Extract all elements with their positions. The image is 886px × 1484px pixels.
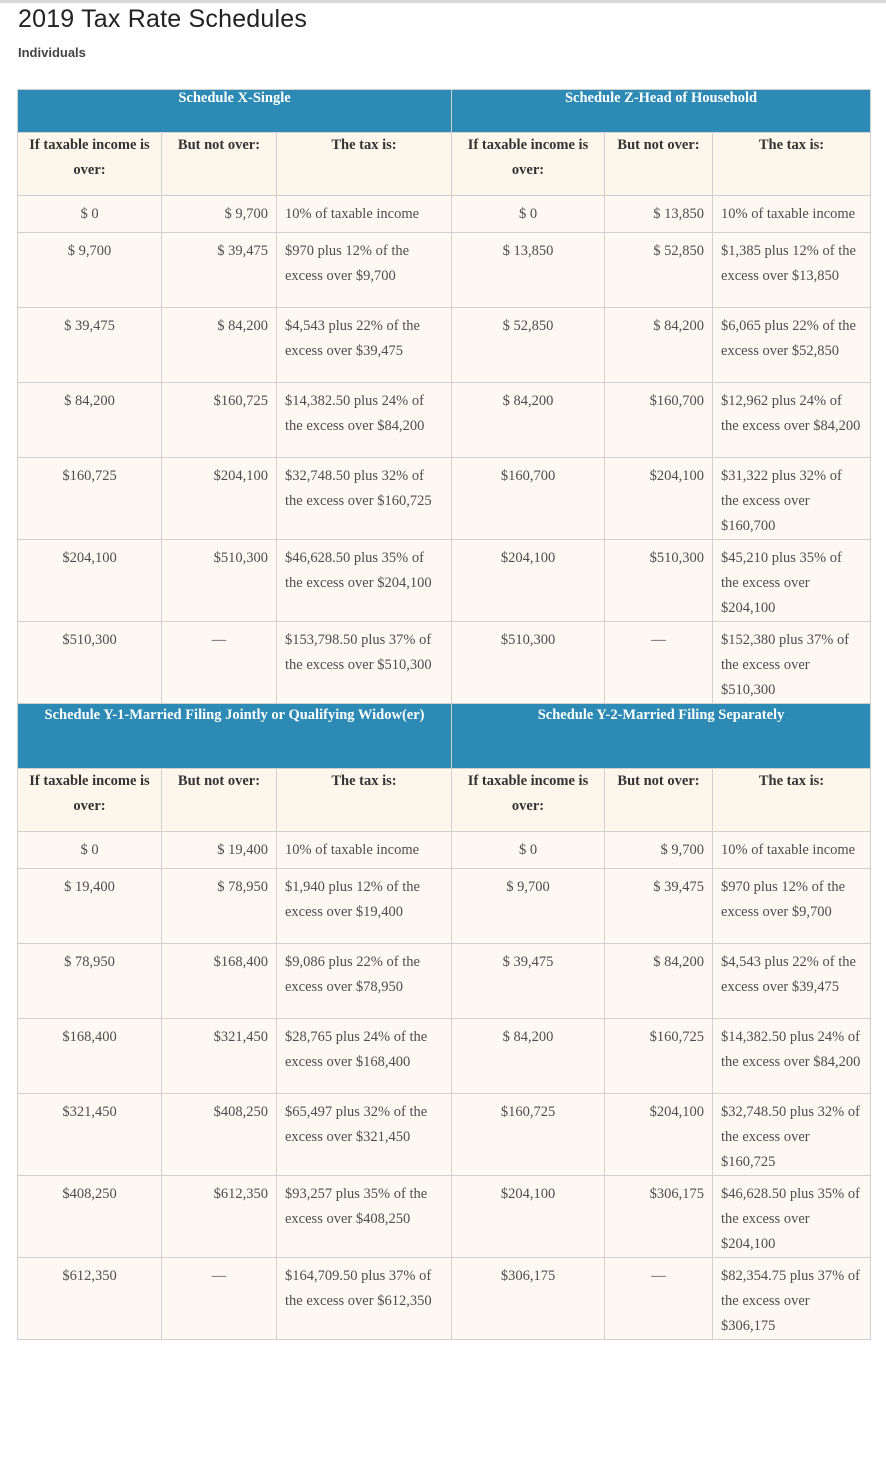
not-over-cell: $204,100 xyxy=(162,458,277,540)
income-over-cell: $408,250 xyxy=(18,1176,162,1258)
schedule-title-left: Schedule X-Single xyxy=(18,90,452,133)
tax-cell: $32,748.50 plus 32% of the excess over $160,725 xyxy=(713,1094,871,1176)
table-row xyxy=(18,869,871,944)
tax-cell: $970 plus 12% of the excess over $9,700 xyxy=(713,869,871,944)
tax-cell: 10% of taxable income xyxy=(713,832,871,869)
income-over-cell: $160,725 xyxy=(18,458,162,540)
header-income-over-right: If taxable income is over: xyxy=(452,769,605,832)
income-over-cell: $510,300 xyxy=(452,622,605,704)
table-row xyxy=(18,832,871,869)
not-over-cell: — xyxy=(605,622,713,704)
not-over-cell: $160,725 xyxy=(162,383,277,458)
table-row xyxy=(18,383,871,458)
page-title: 2019 Tax Rate Schedules xyxy=(18,5,308,33)
tax-cell: $46,628.50 plus 35% of the excess over $204,100 xyxy=(277,540,452,622)
not-over-cell: $ 84,200 xyxy=(605,308,713,383)
tax-cell: $9,086 plus 22% of the excess over $78,950 xyxy=(277,944,452,1019)
not-over-cell: $510,300 xyxy=(605,540,713,622)
header-tax-is-right: The tax is: xyxy=(713,133,871,196)
income-over-cell: $ 39,475 xyxy=(18,308,162,383)
income-over-cell: $160,700 xyxy=(452,458,605,540)
header-tax-is-left: The tax is: xyxy=(277,133,452,196)
top-border xyxy=(0,0,886,3)
not-over-cell: $ 39,475 xyxy=(162,233,277,308)
not-over-cell: $160,725 xyxy=(605,1019,713,1094)
table-row xyxy=(18,944,871,1019)
not-over-cell: $ 52,850 xyxy=(605,233,713,308)
income-over-cell: $ 19,400 xyxy=(18,869,162,944)
income-over-cell: $204,100 xyxy=(452,1176,605,1258)
tax-cell: $164,709.50 plus 37% of the excess over $612,350 xyxy=(277,1258,452,1340)
tax-cell: $14,382.50 plus 24% of the excess over $84,200 xyxy=(277,383,452,458)
tax-cell: $45,210 plus 35% of the excess over $204,100 xyxy=(713,540,871,622)
income-over-cell: $ 52,850 xyxy=(452,308,605,383)
income-over-cell: $168,400 xyxy=(18,1019,162,1094)
not-over-cell: $ 9,700 xyxy=(605,832,713,869)
header-income-over-left: If taxable income is over: xyxy=(18,769,162,832)
income-over-cell: $160,725 xyxy=(452,1094,605,1176)
tax-cell: $93,257 plus 35% of the excess over $408,250 xyxy=(277,1176,452,1258)
table-row xyxy=(18,540,871,622)
tax-cell: $12,962 plus 24% of the excess over $84,200 xyxy=(713,383,871,458)
income-over-cell: $ 84,200 xyxy=(18,383,162,458)
income-over-cell: $ 9,700 xyxy=(18,233,162,308)
header-tax-is-right: The tax is: xyxy=(713,769,871,832)
income-over-cell: $ 84,200 xyxy=(452,383,605,458)
income-over-cell: $ 13,850 xyxy=(452,233,605,308)
tax-cell: $152,380 plus 37% of the excess over $510,300 xyxy=(713,622,871,704)
header-not-over-right: But not over: xyxy=(605,769,713,832)
income-over-cell: $ 39,475 xyxy=(452,944,605,1019)
income-over-cell: $612,350 xyxy=(18,1258,162,1340)
income-over-cell: $ 0 xyxy=(18,832,162,869)
not-over-cell: $ 39,475 xyxy=(605,869,713,944)
header-income-over-right: If taxable income is over: xyxy=(452,133,605,196)
not-over-cell: $ 19,400 xyxy=(162,832,277,869)
income-over-cell: $ 0 xyxy=(452,832,605,869)
header-not-over-right: But not over: xyxy=(605,133,713,196)
tax-cell: $970 plus 12% of the excess over $9,700 xyxy=(277,233,452,308)
income-over-cell: $ 0 xyxy=(18,196,162,233)
not-over-cell: $408,250 xyxy=(162,1094,277,1176)
income-over-cell: $ 78,950 xyxy=(18,944,162,1019)
income-over-cell: $321,450 xyxy=(18,1094,162,1176)
not-over-cell: $204,100 xyxy=(605,458,713,540)
table-row xyxy=(18,196,871,233)
header-not-over-left: But not over: xyxy=(162,769,277,832)
column-header-row xyxy=(18,133,871,196)
table-row xyxy=(18,458,871,540)
tax-cell: $14,382.50 plus 24% of the excess over $84,200 xyxy=(713,1019,871,1094)
table-row xyxy=(18,1258,871,1340)
tax-cell: $82,354.75 plus 37% of the excess over $306,175 xyxy=(713,1258,871,1340)
tax-cell: $1,385 plus 12% of the excess over $13,850 xyxy=(713,233,871,308)
tax-cell: $28,765 plus 24% of the excess over $168,400 xyxy=(277,1019,452,1094)
table-row xyxy=(18,308,871,383)
tax-cell: 10% of taxable income xyxy=(277,196,452,233)
income-over-cell: $ 9,700 xyxy=(452,869,605,944)
table-row xyxy=(18,622,871,704)
income-over-cell: $ 0 xyxy=(452,196,605,233)
not-over-cell: $ 78,950 xyxy=(162,869,277,944)
income-over-cell: $306,175 xyxy=(452,1258,605,1340)
not-over-cell: $306,175 xyxy=(605,1176,713,1258)
not-over-cell: — xyxy=(605,1258,713,1340)
schedule-title-right: Schedule Y-2-Married Filing Separately xyxy=(452,704,871,769)
not-over-cell: $ 9,700 xyxy=(162,196,277,233)
schedule-title-row xyxy=(18,90,871,133)
not-over-cell: — xyxy=(162,622,277,704)
not-over-cell: $168,400 xyxy=(162,944,277,1019)
income-over-cell: $ 84,200 xyxy=(452,1019,605,1094)
income-over-cell: $510,300 xyxy=(18,622,162,704)
tax-cell: 10% of taxable income xyxy=(277,832,452,869)
not-over-cell: $ 13,850 xyxy=(605,196,713,233)
not-over-cell: — xyxy=(162,1258,277,1340)
income-over-cell: $204,100 xyxy=(452,540,605,622)
table-row xyxy=(18,1094,871,1176)
not-over-cell: $160,700 xyxy=(605,383,713,458)
tax-cell: $4,543 plus 22% of the excess over $39,475 xyxy=(277,308,452,383)
tax-rate-schedule-table xyxy=(17,89,871,1340)
column-header-row xyxy=(18,769,871,832)
income-over-cell: $204,100 xyxy=(18,540,162,622)
not-over-cell: $ 84,200 xyxy=(162,308,277,383)
table-row xyxy=(18,1019,871,1094)
tax-cell: $4,543 plus 22% of the excess over $39,475 xyxy=(713,944,871,1019)
not-over-cell: $510,300 xyxy=(162,540,277,622)
schedule-title-right: Schedule Z-Head of Household xyxy=(452,90,871,133)
schedule-title-left: Schedule Y-1-Married Filing Jointly or Qualifying Widow(er) xyxy=(18,704,452,769)
tax-cell: $31,322 plus 32% of the excess over $160,700 xyxy=(713,458,871,540)
header-tax-is-left: The tax is: xyxy=(277,769,452,832)
table-row xyxy=(18,1176,871,1258)
page-subtitle: Individuals xyxy=(18,45,86,60)
not-over-cell: $612,350 xyxy=(162,1176,277,1258)
schedule-title-row xyxy=(18,704,871,769)
tax-cell: $65,497 plus 32% of the excess over $321,450 xyxy=(277,1094,452,1176)
tax-cell: $46,628.50 plus 35% of the excess over $204,100 xyxy=(713,1176,871,1258)
table-row xyxy=(18,233,871,308)
tax-cell: $32,748.50 plus 32% of the excess over $160,725 xyxy=(277,458,452,540)
tax-cell: $1,940 plus 12% of the excess over $19,400 xyxy=(277,869,452,944)
tax-cell: $153,798.50 plus 37% of the excess over $510,300 xyxy=(277,622,452,704)
header-income-over-left: If taxable income is over: xyxy=(18,133,162,196)
tax-cell: $6,065 plus 22% of the excess over $52,850 xyxy=(713,308,871,383)
not-over-cell: $321,450 xyxy=(162,1019,277,1094)
header-not-over-left: But not over: xyxy=(162,133,277,196)
not-over-cell: $204,100 xyxy=(605,1094,713,1176)
tax-cell: 10% of taxable income xyxy=(713,196,871,233)
not-over-cell: $ 84,200 xyxy=(605,944,713,1019)
